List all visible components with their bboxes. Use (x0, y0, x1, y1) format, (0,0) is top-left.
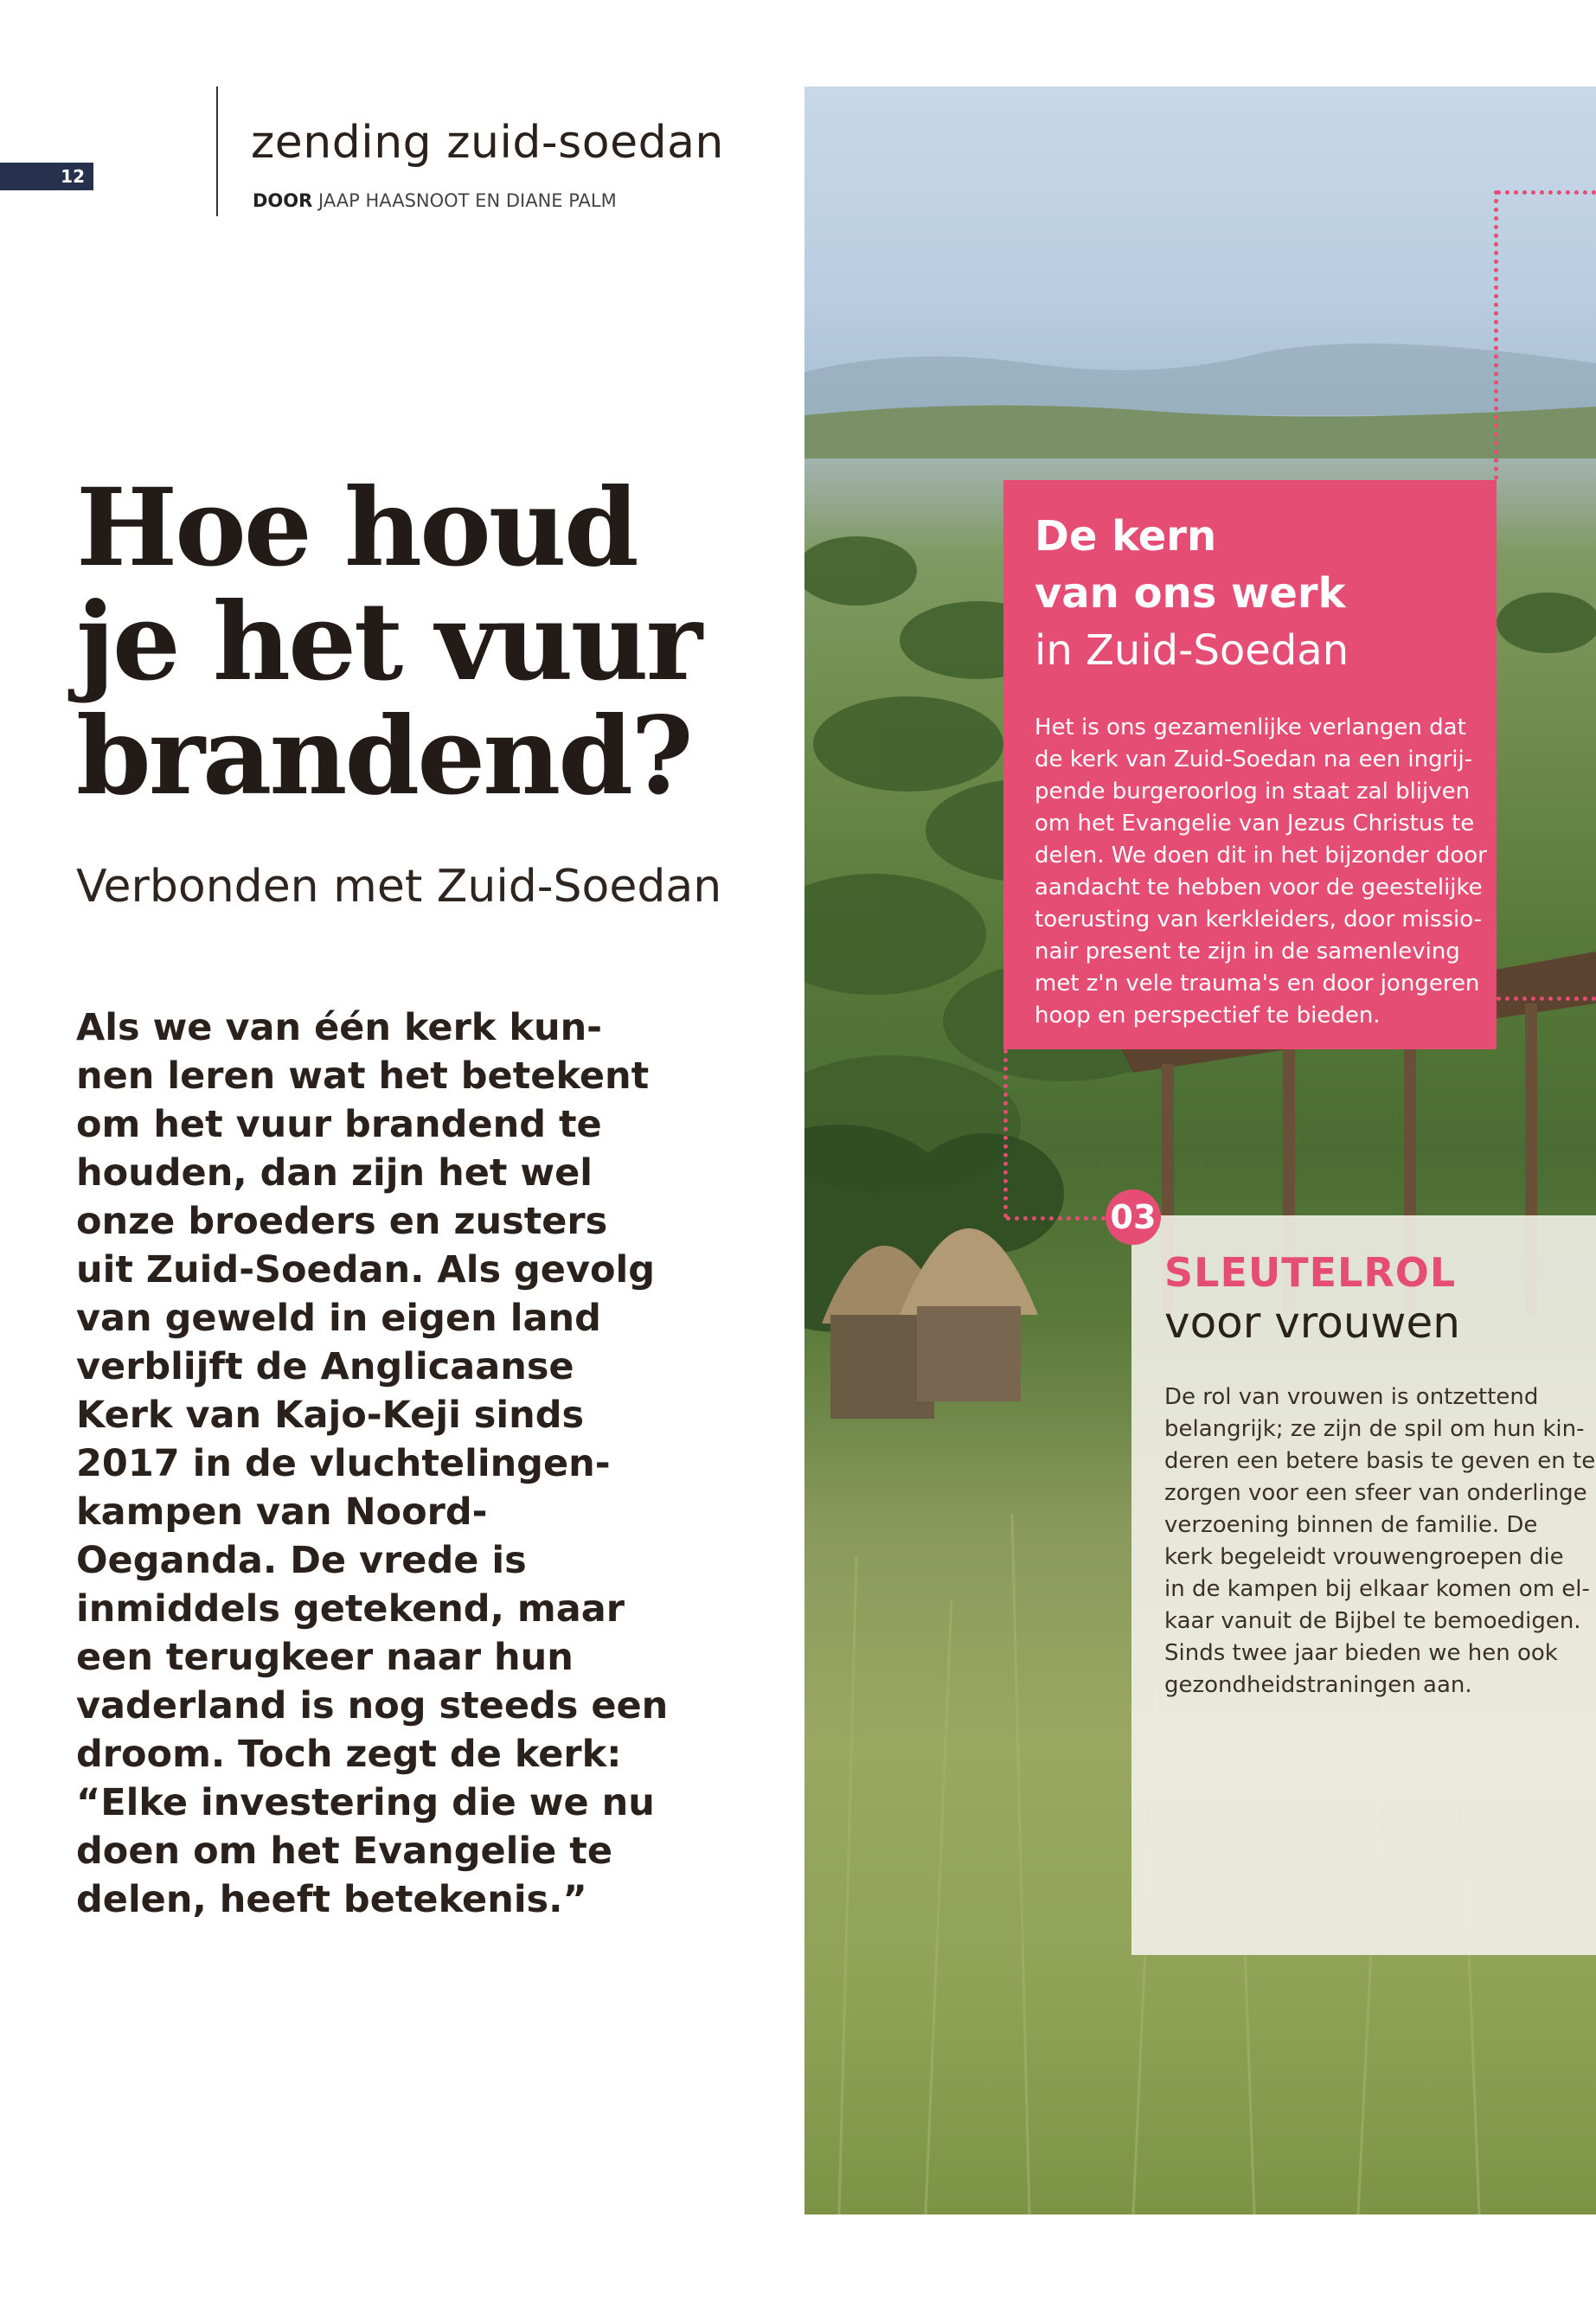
kern-body-line: om het Evangelie van Jezus Christus te (1035, 811, 1475, 836)
intro-line: uit Zuid-Soedan. Als gevolg (76, 1248, 656, 1292)
intro-paragraph (76, 1003, 699, 1924)
intro-line: inmiddels getekend, maar (76, 1587, 625, 1631)
headline-line: je het vuur (76, 580, 701, 705)
kern-body-line: delen. We doen dit in het bijzonder door (1035, 843, 1487, 868)
kern-title (1035, 508, 1465, 679)
intro-line: van geweld in eigen land (76, 1297, 601, 1340)
intro-line: onze broeders en zusters (76, 1200, 608, 1243)
intro-line: vaderland is nog steeds een (76, 1684, 669, 1727)
sleutelrol-body-line: kerk begeleidt vrouwengroepen die (1164, 1544, 1564, 1570)
kern-body-line: nair present te zijn in de samenleving (1035, 939, 1460, 965)
sleutelrol-body-line: in de kampen bij elkaar komen om el- (1164, 1576, 1590, 1602)
intro-line: een terugkeer naar hun (76, 1636, 574, 1679)
sleutelrol-body-line: kaar vanuit de Bijbel te bemoedigen. (1164, 1608, 1581, 1634)
intro-line: Oeganda. De vrede is (76, 1539, 527, 1582)
intro-line: “Elke investering die we nu (76, 1781, 655, 1824)
sleutelrol-body-line: Sinds twee jaar bieden we hen ook (1164, 1640, 1558, 1666)
intro-line: delen, heeft betekenis.” (76, 1878, 587, 1921)
intro-line: om het vuur brandend te (76, 1103, 602, 1146)
kern-body-line: aandacht te hebben voor de geestelijke (1035, 875, 1483, 901)
kern-body-line: de kerk van Zuid-Soedan na een ingrij- (1035, 747, 1473, 772)
dotted-border (1006, 1216, 1106, 1221)
headline-line: brandend? (76, 694, 691, 819)
number-badge: 03 (1106, 1189, 1161, 1245)
sleutelrol-body-line: verzoening binnen de familie. De (1164, 1512, 1538, 1538)
header-divider (216, 87, 218, 216)
kern-body-line: pende burgeroorlog in staat zal blijven (1035, 779, 1471, 804)
byline-authors: JAAP HAASNOOT EN DIANE PALM (318, 190, 617, 211)
sleutelrol-title: SLEUTELROL (1164, 1249, 1457, 1296)
dotted-border (1494, 190, 1498, 480)
sleutelrol-subtitle: voor vrouwen (1164, 1298, 1460, 1348)
subtitle: Verbonden met Zuid-Soedan (76, 861, 722, 913)
sleutelrol-body-line: gezondheidstraningen aan. (1164, 1672, 1472, 1698)
sleutelrol-body-line: De rol van vrouwen is ontzettend (1164, 1384, 1539, 1410)
headline-line: Hoe houd (76, 465, 637, 591)
kern-title-line: in Zuid-Soedan (1035, 626, 1349, 675)
kern-body-line: met z'n vele trauma's en door jongeren (1035, 971, 1480, 997)
kern-title-line: De kern (1035, 512, 1217, 561)
intro-line: droom. Toch zegt de kerk: (76, 1733, 622, 1776)
intro-line: Als we van één kerk kun- (76, 1006, 603, 1049)
kern-body-line: toerusting van kerkleiders, door missio- (1035, 907, 1483, 933)
intro-line: Kerk van Kajo-Keji sinds (76, 1394, 585, 1437)
page-number: 12 (0, 163, 93, 190)
section-title: zending zuid-soedan (251, 117, 724, 169)
kern-info-box (1003, 480, 1497, 1049)
kern-body (1035, 712, 1487, 1032)
kern-title-line: van ons werk (1035, 569, 1346, 618)
intro-line: kampen van Noord- (76, 1490, 488, 1534)
intro-line: verblijft de Anglicaanse (76, 1345, 574, 1388)
byline (253, 190, 617, 211)
sleutelrol-body-line: deren een betere basis te geven en te (1164, 1448, 1596, 1474)
sleutelrol-body-line: belangrijk; ze zijn de spil om hun kin- (1164, 1416, 1585, 1442)
intro-line: nen leren wat het betekent (76, 1054, 650, 1098)
intro-line: 2017 in de vluchtelingen- (76, 1442, 611, 1485)
dotted-border (1003, 1049, 1008, 1218)
sleutelrol-info-box (1131, 1215, 1596, 1955)
intro-line: houden, dan zijn het wel (76, 1151, 593, 1195)
sleutelrol-body (1164, 1381, 1596, 1702)
headline (76, 465, 785, 819)
kern-body-line: hoop en perspectief te bieden. (1035, 1003, 1381, 1029)
byline-prefix: DOOR (253, 190, 313, 211)
intro-line: doen om het Evangelie te (76, 1830, 612, 1873)
dotted-border (1497, 190, 1596, 195)
sleutelrol-body-line: zorgen voor een sfeer van onderlinge (1164, 1480, 1587, 1506)
kern-body-line: Het is ons gezamenlijke verlangen dat (1035, 715, 1466, 740)
dotted-border (1497, 997, 1596, 1001)
